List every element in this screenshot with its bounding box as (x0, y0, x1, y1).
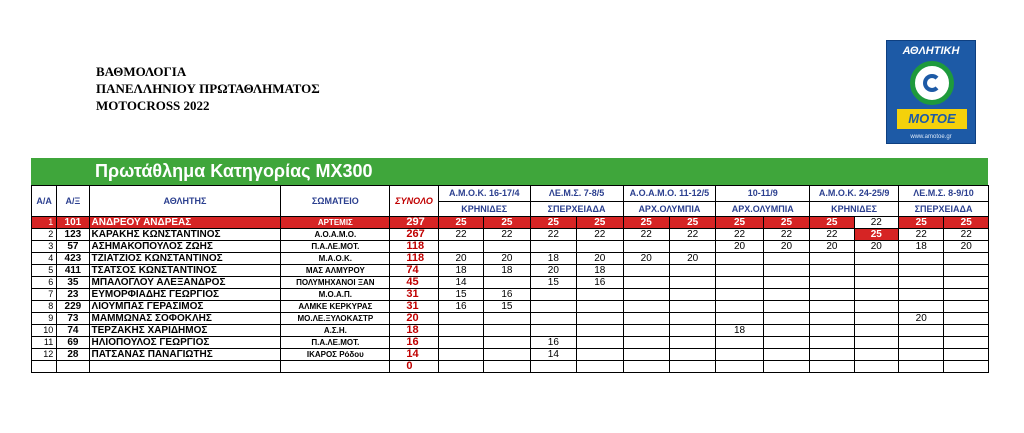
bike-number-cell: 423 (57, 253, 89, 265)
race-points-cell (763, 289, 809, 301)
table-row (32, 277, 989, 289)
standings-rows (32, 217, 989, 373)
race-points-cell: 20 (944, 241, 989, 253)
heading-line-championship: ΠΑΝΕΛΛΗΝΙΟΥ ΠΡΩΤΑΘΛΗΜΑΤΟΣ (96, 81, 320, 96)
rank-cell: 12 (32, 349, 57, 361)
race-points-cell (944, 277, 989, 289)
rider-name-cell: ΚΑΡΑΚΗΣ ΚΩΝΣΤΑΝΤΙΝΟΣ (89, 229, 281, 241)
race-points-cell (810, 337, 854, 349)
rank-cell: 8 (32, 301, 57, 313)
bike-number-cell: 123 (57, 229, 89, 241)
race-points-cell (854, 349, 898, 361)
club-cell: Μ.Ο.Α.Π. (281, 289, 390, 301)
total-points-cell: 118 (390, 241, 438, 253)
race-points-cell (944, 361, 989, 373)
event-venue-2: ΣΠΕΡΧΕΙΑΔΑ (530, 202, 623, 217)
race-points-cell (438, 325, 483, 337)
race-points-cell: 22 (438, 229, 483, 241)
table-row (32, 241, 989, 253)
rider-name-cell: ΜΑΜΜΩΝΑΣ ΣΟΦΟΚΛΗΣ (89, 313, 281, 325)
club-cell: Π.Α.ΛΕ.ΜΟΤ. (281, 241, 390, 253)
race-points-cell (810, 289, 854, 301)
club-cell (281, 361, 390, 373)
bike-number-cell: 28 (57, 349, 89, 361)
race-points-cell (438, 349, 483, 361)
race-points-cell (854, 289, 898, 301)
rank-cell: 2 (32, 229, 57, 241)
race-points-cell (623, 349, 669, 361)
race-points-cell (438, 361, 483, 373)
race-points-cell: 15 (530, 277, 576, 289)
logo-site-text: www.amotoe.gr (910, 134, 952, 140)
event-venue-4: ΑΡΧ.ΟΛΥΜΠΙΑ (716, 202, 810, 217)
race-points-cell: 25 (623, 217, 669, 229)
race-points-cell: 20 (530, 265, 576, 277)
heading-line-standings: ΒΑΘΜΟΛΟΓΙΑ (96, 64, 187, 79)
race-points-cell (530, 325, 576, 337)
standings-table (31, 185, 989, 373)
race-points-cell: 20 (810, 241, 854, 253)
race-points-cell: 22 (716, 229, 763, 241)
race-points-cell (577, 361, 623, 373)
race-points-cell: 18 (484, 265, 530, 277)
club-cell: ΜΑΣ ΑΛΜΥΡΟΥ (281, 265, 390, 277)
rank-cell: 9 (32, 313, 57, 325)
club-cell: ΜΟ.ΛΕ.ΞΥΛΟΚΑΣΤΡ (281, 313, 390, 325)
race-points-cell: 15 (438, 289, 483, 301)
race-points-cell (623, 277, 669, 289)
race-points-cell (716, 301, 763, 313)
rider-name-cell: ΑΣΗΜΑΚΟΠΟΥΛΟΣ ΖΩΗΣ (89, 241, 281, 253)
event-venue-5: ΚΡΗΝΙΔΕΣ (810, 202, 899, 217)
race-points-cell (810, 313, 854, 325)
race-points-cell (763, 349, 809, 361)
rider-name-cell: ΗΛΙΟΠΟΥΛΟΣ ΓΕΩΡΓΙΟΣ (89, 337, 281, 349)
race-points-cell (577, 349, 623, 361)
race-points-cell (944, 301, 989, 313)
race-points-cell (854, 301, 898, 313)
total-points-cell: 45 (390, 277, 438, 289)
race-points-cell (484, 313, 530, 325)
rider-name-cell: ΕΥΜΟΡΦΙΑΔΗΣ ΓΕΩΡΓΙΟΣ (89, 289, 281, 301)
total-points-cell: 74 (390, 265, 438, 277)
race-points-cell (763, 277, 809, 289)
race-points-cell (716, 289, 763, 301)
race-points-cell: 20 (438, 253, 483, 265)
race-points-cell (810, 301, 854, 313)
race-points-cell: 18 (899, 241, 944, 253)
race-points-cell (438, 241, 483, 253)
event-organizer-3: Α.Ο.Α.Μ.Ο. 11-12/5 (623, 186, 716, 202)
athletic-motoe-logo (886, 40, 976, 144)
race-points-cell (530, 313, 576, 325)
race-points-cell: 20 (577, 253, 623, 265)
bike-number-cell: 101 (57, 217, 89, 229)
race-points-cell (854, 253, 898, 265)
rank-cell: 4 (32, 253, 57, 265)
race-points-cell: 22 (623, 229, 669, 241)
race-points-cell (944, 337, 989, 349)
club-cell: Α.Ο.Α.Μ.Ο. (281, 229, 390, 241)
club-cell: ΠΟΛΥΜΗΧΑΝΟΙ ΞΑΝ (281, 277, 390, 289)
race-points-cell: 16 (438, 301, 483, 313)
race-points-cell (810, 325, 854, 337)
race-points-cell: 25 (669, 217, 715, 229)
race-points-cell (669, 361, 715, 373)
race-points-cell (944, 265, 989, 277)
heading-line-motocross: MOTOCROSS 2022 (96, 98, 210, 113)
bike-number-cell: 73 (57, 313, 89, 325)
race-points-cell: 15 (484, 301, 530, 313)
event-organizer-5: Α.Μ.Ο.Κ. 24-25/9 (810, 186, 899, 202)
race-points-cell: 18 (438, 265, 483, 277)
bike-number-cell: 35 (57, 277, 89, 289)
table-row (32, 361, 989, 373)
race-points-cell (810, 349, 854, 361)
race-points-cell: 22 (530, 229, 576, 241)
col-header-rank: Α/Α (32, 186, 57, 217)
total-points-cell: 14 (390, 349, 438, 361)
bike-number-cell: 69 (57, 337, 89, 349)
race-points-cell: 16 (530, 337, 576, 349)
table-row (32, 229, 989, 241)
table-row (32, 313, 989, 325)
race-points-cell (899, 301, 944, 313)
table-row (32, 301, 989, 313)
rider-name-cell: ΑΝΔΡΕΟΥ ΑΝΔΡΕΑΣ (89, 217, 281, 229)
race-points-cell (763, 325, 809, 337)
table-row (32, 253, 989, 265)
table-row (32, 325, 989, 337)
race-points-cell: 20 (669, 253, 715, 265)
race-points-cell (577, 301, 623, 313)
race-points-cell (623, 325, 669, 337)
race-points-cell (854, 337, 898, 349)
race-points-cell: 25 (899, 217, 944, 229)
bike-number-cell (57, 361, 89, 373)
race-points-cell (810, 361, 854, 373)
race-points-cell (716, 253, 763, 265)
race-points-cell (577, 325, 623, 337)
table-row (32, 265, 989, 277)
race-points-cell (899, 289, 944, 301)
race-points-cell (810, 277, 854, 289)
race-points-cell (623, 313, 669, 325)
race-points-cell (944, 313, 989, 325)
total-points-cell: 16 (390, 337, 438, 349)
club-cell: ΑΡΤΕΜΙΣ (281, 217, 390, 229)
race-points-cell: 22 (899, 229, 944, 241)
race-points-cell (484, 337, 530, 349)
col-header-rider: ΑΘΛΗΤΗΣ (89, 186, 281, 217)
race-points-cell: 14 (438, 277, 483, 289)
race-points-cell (899, 265, 944, 277)
event-venue-6: ΣΠΕΡΧΕΙΑΔΑ (899, 202, 989, 217)
race-points-cell: 25 (438, 217, 483, 229)
total-points-cell: 118 (390, 253, 438, 265)
rider-name-cell: ΤΣΑΤΣΟΣ ΚΩΝΣΤΑΝΤΙΝΟΣ (89, 265, 281, 277)
race-points-cell (484, 325, 530, 337)
total-points-cell: 18 (390, 325, 438, 337)
race-points-cell (944, 325, 989, 337)
race-points-cell (669, 301, 715, 313)
race-points-cell (854, 277, 898, 289)
bike-number-cell: 74 (57, 325, 89, 337)
club-cell: ΑΛΜΚΕ ΚΕΡΚΥΡΑΣ (281, 301, 390, 313)
race-points-cell (810, 265, 854, 277)
race-points-cell: 20 (623, 253, 669, 265)
race-points-cell (763, 301, 809, 313)
race-points-cell (854, 325, 898, 337)
race-points-cell (669, 241, 715, 253)
total-points-cell: 31 (390, 289, 438, 301)
race-points-cell: 25 (763, 217, 809, 229)
race-points-cell (899, 325, 944, 337)
race-points-cell (669, 325, 715, 337)
rider-name-cell (89, 361, 281, 373)
race-points-cell (623, 337, 669, 349)
race-points-cell (854, 265, 898, 277)
race-points-cell (530, 301, 576, 313)
race-points-cell: 20 (899, 313, 944, 325)
race-points-cell (944, 253, 989, 265)
race-points-cell (944, 349, 989, 361)
event-organizer-4: 10-11/9 (716, 186, 810, 202)
race-points-cell (530, 361, 576, 373)
rider-name-cell: ΜΠΑΛΟΓΛΟΥ ΑΛΕΞΑΝΔΡΟΣ (89, 277, 281, 289)
bike-number-cell: 23 (57, 289, 89, 301)
race-points-cell: 14 (530, 349, 576, 361)
document-heading (96, 63, 320, 114)
race-points-cell (530, 289, 576, 301)
table-row (32, 217, 989, 229)
race-points-cell (623, 361, 669, 373)
table-row (32, 349, 989, 361)
event-venue-1: ΚΡΗΝΙΔΕΣ (438, 202, 530, 217)
race-points-cell: 20 (854, 241, 898, 253)
rank-cell: 10 (32, 325, 57, 337)
total-points-cell: 297 (390, 217, 438, 229)
race-points-cell: 22 (763, 229, 809, 241)
rank-cell (32, 361, 57, 373)
race-points-cell (899, 253, 944, 265)
race-points-cell (854, 361, 898, 373)
table-row (32, 289, 989, 301)
race-points-cell: 25 (854, 229, 898, 241)
category-banner (31, 158, 988, 185)
race-points-cell (763, 313, 809, 325)
race-points-cell (530, 241, 576, 253)
race-points-cell: 25 (577, 217, 623, 229)
col-header-club: ΣΩΜΑΤΕΙΟ (281, 186, 390, 217)
race-points-cell (763, 361, 809, 373)
race-points-cell (623, 241, 669, 253)
race-points-cell (669, 349, 715, 361)
race-points-cell (669, 289, 715, 301)
event-organizer-6: ΛΕ.Μ.Σ. 8-9/10 (899, 186, 989, 202)
race-points-cell (438, 313, 483, 325)
race-points-cell (669, 337, 715, 349)
race-points-cell (484, 361, 530, 373)
race-points-cell (623, 265, 669, 277)
race-points-cell (577, 313, 623, 325)
race-points-cell (763, 265, 809, 277)
col-header-total: ΣΥΝΟΛΟ (390, 186, 438, 217)
race-points-cell: 22 (484, 229, 530, 241)
race-points-cell (623, 301, 669, 313)
race-points-cell (716, 337, 763, 349)
race-points-cell (854, 313, 898, 325)
event-organizer-1: Α.Μ.Ο.Κ. 16-17/4 (438, 186, 530, 202)
race-points-cell: 16 (484, 289, 530, 301)
race-points-cell (623, 289, 669, 301)
race-points-cell: 18 (530, 253, 576, 265)
race-points-cell: 18 (577, 265, 623, 277)
race-points-cell (716, 349, 763, 361)
race-points-cell: 25 (810, 217, 854, 229)
race-points-cell: 20 (484, 253, 530, 265)
club-cell: Α.Σ.Η. (281, 325, 390, 337)
race-points-cell (899, 277, 944, 289)
club-cell: Μ.Α.Ο.Κ. (281, 253, 390, 265)
race-points-cell: 22 (810, 229, 854, 241)
bike-number-cell: 57 (57, 241, 89, 253)
race-points-cell: 22 (944, 229, 989, 241)
rank-cell: 3 (32, 241, 57, 253)
race-points-cell (810, 253, 854, 265)
race-points-cell: 16 (577, 277, 623, 289)
rank-cell: 6 (32, 277, 57, 289)
race-points-cell (484, 277, 530, 289)
race-points-cell: 25 (716, 217, 763, 229)
race-points-cell: 22 (669, 229, 715, 241)
event-organizer-2: ΛΕ.Μ.Σ. 7-8/5 (530, 186, 623, 202)
race-points-cell (944, 289, 989, 301)
rider-name-cell: ΛΙΟΥΜΠΑΣ ΓΕΡΑΣΙΜΟΣ (89, 301, 281, 313)
race-points-cell: 25 (944, 217, 989, 229)
race-points-cell (577, 337, 623, 349)
race-points-cell: 20 (763, 241, 809, 253)
race-points-cell (763, 253, 809, 265)
club-cell: ΙΚΑΡΟΣ Ρόδου (281, 349, 390, 361)
col-header-number: Α/Ξ (57, 186, 89, 217)
race-points-cell: 18 (716, 325, 763, 337)
race-points-cell: 20 (716, 241, 763, 253)
race-points-cell: 22 (577, 229, 623, 241)
race-points-cell (577, 241, 623, 253)
race-points-cell: 25 (530, 217, 576, 229)
race-points-cell (899, 361, 944, 373)
bike-number-cell: 411 (57, 265, 89, 277)
total-points-cell: 0 (390, 361, 438, 373)
race-points-cell (716, 313, 763, 325)
club-cell: Π.Α.ΛΕ.ΜΟΤ. (281, 337, 390, 349)
race-points-cell (669, 277, 715, 289)
rider-name-cell: ΠΑΤΣΑΝΑΣ ΠΑΝΑΓΙΩΤΗΣ (89, 349, 281, 361)
race-points-cell (438, 337, 483, 349)
banner-title: Πρωτάθλημα Κατηγορίας MX300 (95, 161, 373, 181)
total-points-cell: 267 (390, 229, 438, 241)
table-row (32, 337, 989, 349)
rank-cell: 11 (32, 337, 57, 349)
race-points-cell (484, 349, 530, 361)
race-points-cell (669, 313, 715, 325)
rank-cell: 7 (32, 289, 57, 301)
total-points-cell: 20 (390, 313, 438, 325)
rider-name-cell: ΤΖΙΑΤΖΙΟΣ ΚΩΝΣΤΑΝΤΙΝΟΣ (89, 253, 281, 265)
race-points-cell (716, 277, 763, 289)
logo-wheel-icon (910, 61, 954, 105)
bike-number-cell: 229 (57, 301, 89, 313)
total-points-cell: 31 (390, 301, 438, 313)
logo-top-text: ΑΘΛΗΤΙΚΗ (902, 45, 960, 57)
race-points-cell: 22 (854, 217, 898, 229)
race-points-cell: 25 (484, 217, 530, 229)
race-points-cell (484, 241, 530, 253)
logo-brand-text: ΜΟΤΟΕ (897, 109, 967, 129)
race-points-cell (899, 349, 944, 361)
race-points-cell (716, 361, 763, 373)
race-points-cell (669, 265, 715, 277)
rank-cell: 1 (32, 217, 57, 229)
event-venue-3: ΑΡΧ.ΟΛΥΜΠΙΑ (623, 202, 716, 217)
rider-name-cell: ΤΕΡΖΑΚΗΣ ΧΑΡΙΔΗΜΟΣ (89, 325, 281, 337)
race-points-cell (577, 289, 623, 301)
rank-cell: 5 (32, 265, 57, 277)
race-points-cell (716, 265, 763, 277)
race-points-cell (899, 337, 944, 349)
race-points-cell (763, 337, 809, 349)
